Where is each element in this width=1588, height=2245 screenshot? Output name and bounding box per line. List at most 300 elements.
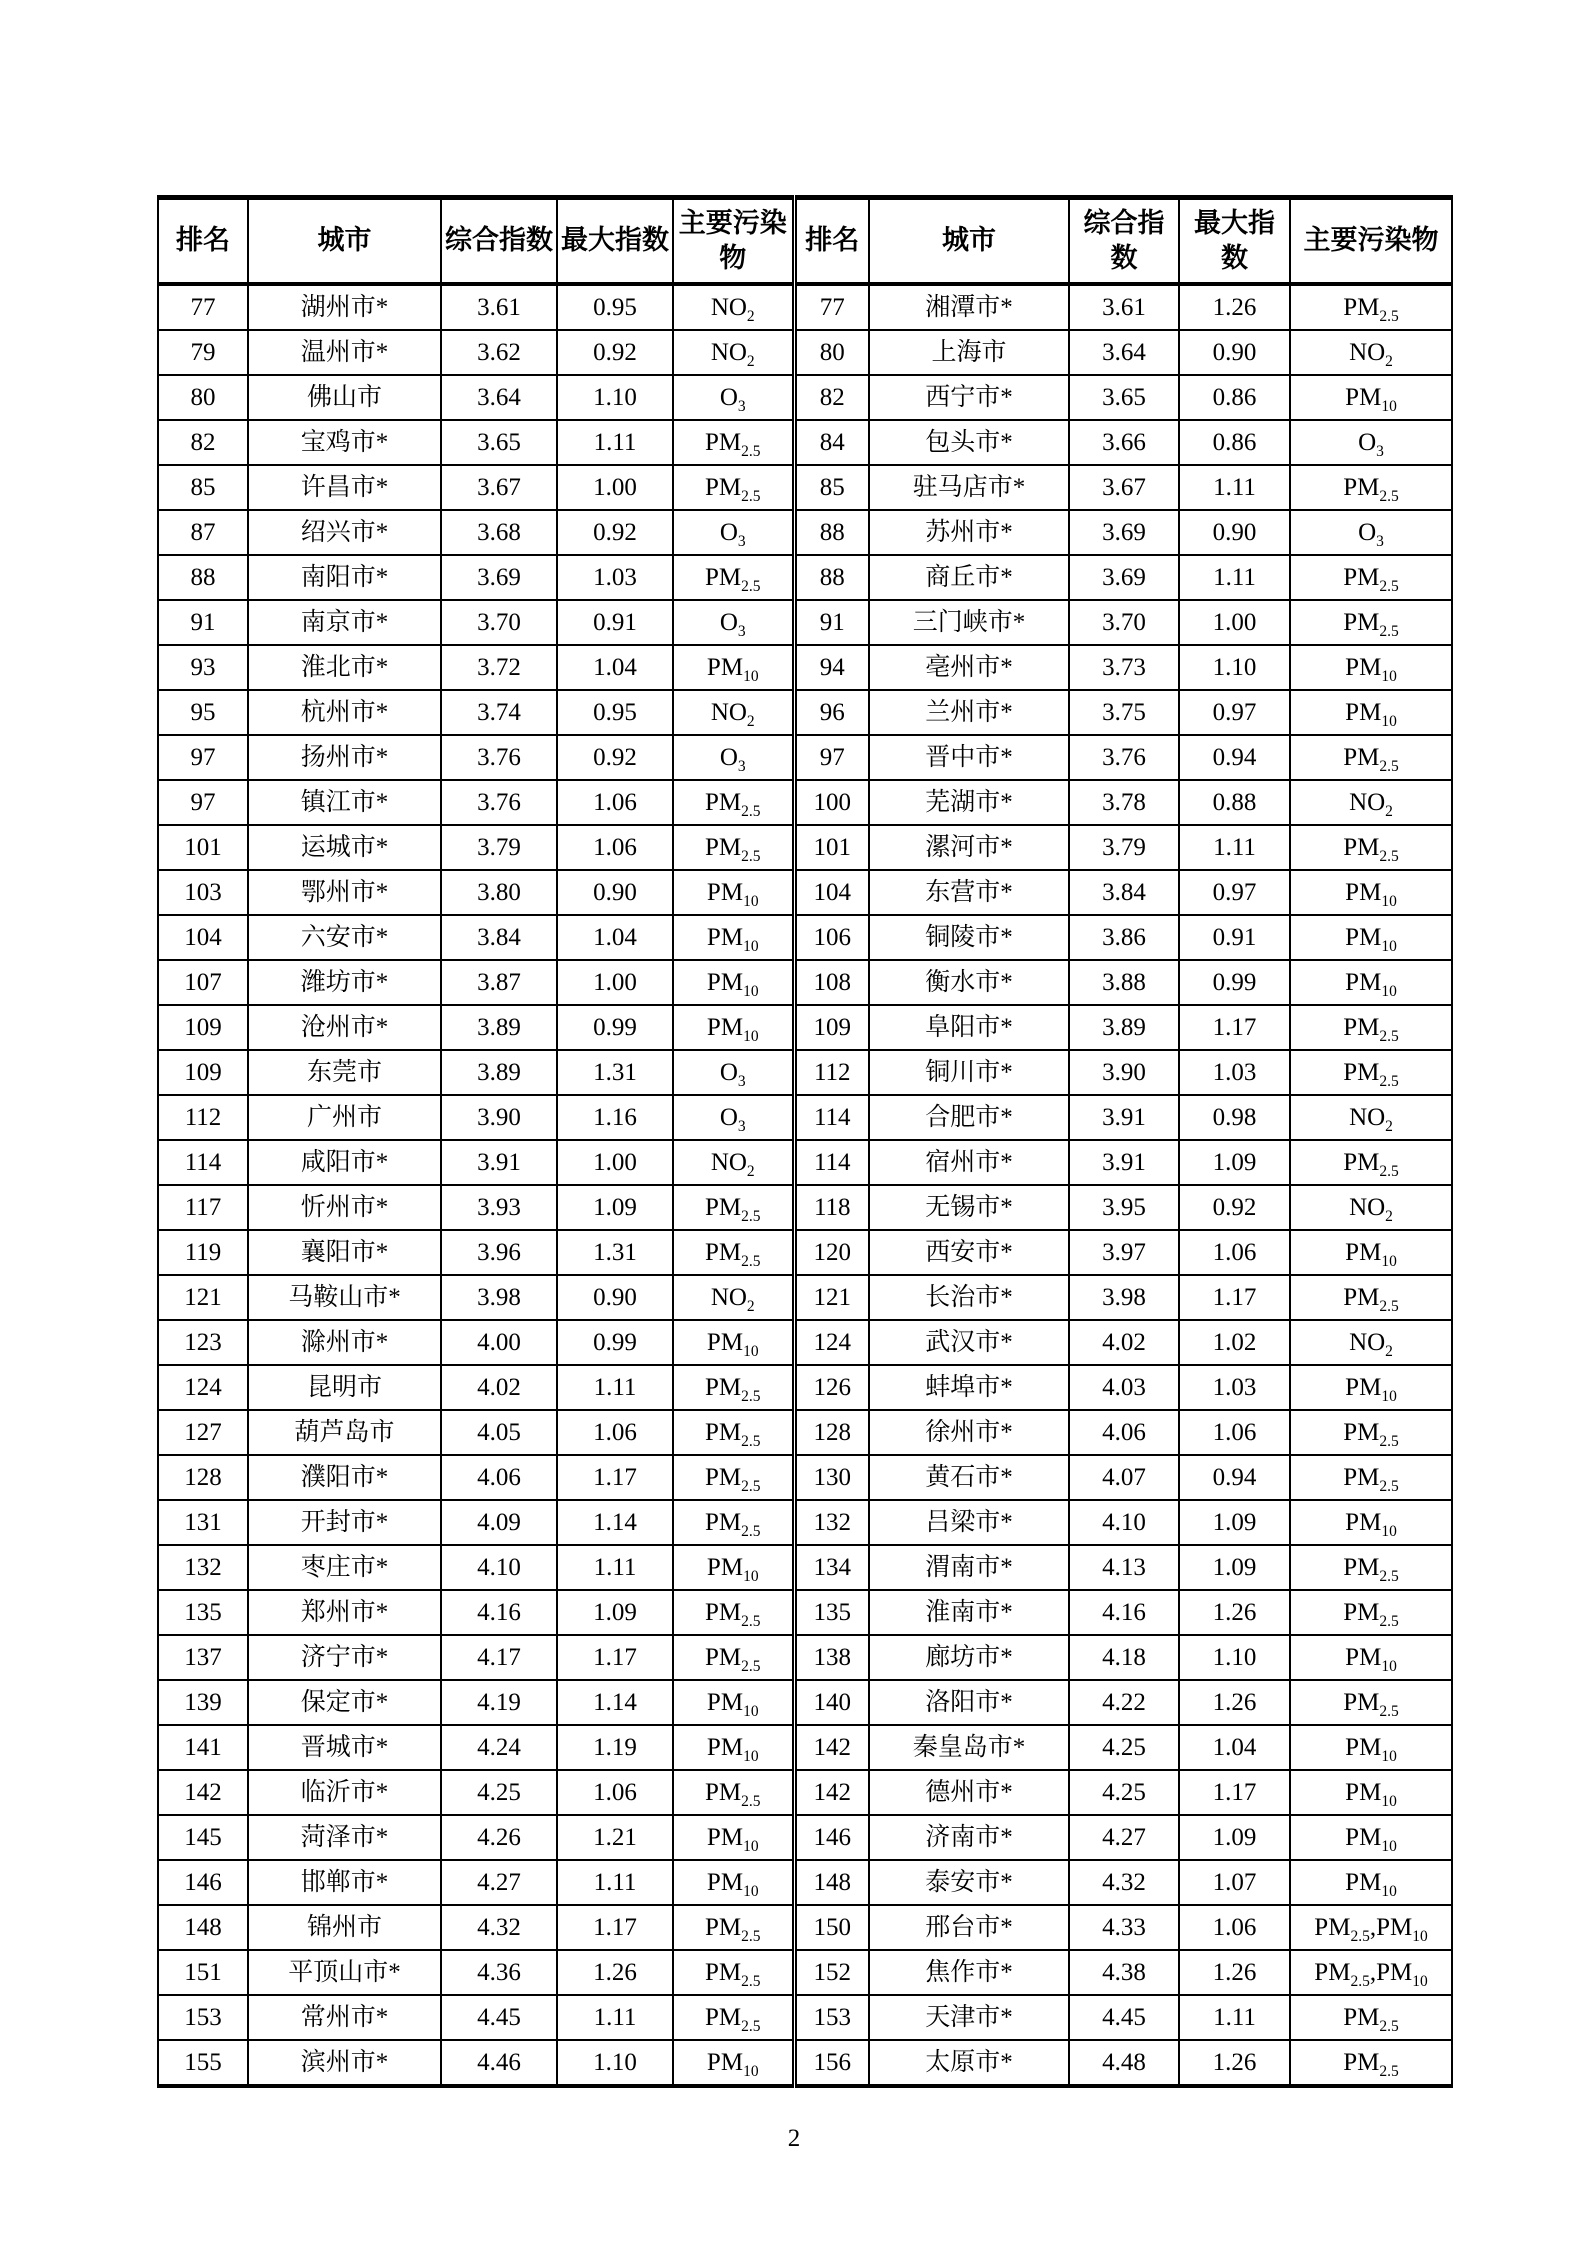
composite-index-cell: 4.27	[441, 1860, 557, 1905]
rank-cell: 91	[794, 600, 869, 645]
max-index-cell: 1.09	[1179, 1140, 1290, 1185]
max-index-cell: 1.17	[557, 1905, 673, 1950]
city-cell: 湘潭市*	[869, 284, 1069, 330]
pollutant-cell: $NO_2$	[673, 330, 794, 375]
rank-cell: 106	[794, 915, 869, 960]
composite-index-cell: 4.26	[441, 1815, 557, 1860]
max-index-cell: 1.14	[557, 1500, 673, 1545]
composite-index-cell: 3.98	[1069, 1275, 1179, 1320]
rank-cell: 77	[794, 284, 869, 330]
rank-cell: 117	[158, 1185, 248, 1230]
max-index-cell: 0.99	[557, 1320, 673, 1365]
max-index-cell: 1.00	[557, 960, 673, 1005]
rank-cell: 152	[794, 1950, 869, 1995]
pollutant-cell: $PM_{2.5}$	[1290, 1590, 1452, 1635]
max-index-cell: 0.98	[1179, 1095, 1290, 1140]
max-index-cell: 1.09	[557, 1590, 673, 1635]
city-cell: 南阳市*	[248, 555, 441, 600]
max-index-cell: 1.10	[557, 375, 673, 420]
table-row	[158, 960, 1452, 1005]
max-index-cell: 0.92	[557, 510, 673, 555]
composite-index-cell: 4.13	[1069, 1545, 1179, 1590]
table-row	[158, 600, 1452, 645]
city-cell: 阜阳市*	[869, 1005, 1069, 1050]
city-cell: 濮阳市*	[248, 1455, 441, 1500]
pollutant-cell: $NO_2$	[673, 284, 794, 330]
city-cell: 三门峡市*	[869, 600, 1069, 645]
city-cell: 芜湖市*	[869, 780, 1069, 825]
table-row	[158, 825, 1452, 870]
table-row	[158, 645, 1452, 690]
pollutant-cell: $NO_2$	[1290, 1320, 1452, 1365]
composite-index-cell: 3.96	[441, 1230, 557, 1275]
rank-cell: 120	[794, 1230, 869, 1275]
rank-cell: 146	[158, 1860, 248, 1905]
rank-cell: 126	[794, 1365, 869, 1410]
header-rank-left: 排名	[158, 198, 248, 285]
pollutant-cell: $PM_{10}$	[1290, 1725, 1452, 1770]
max-index-cell: 1.10	[1179, 645, 1290, 690]
table-row	[158, 690, 1452, 735]
max-index-cell: 1.09	[1179, 1545, 1290, 1590]
pollutant-cell: $PM_{2.5}$	[1290, 1545, 1452, 1590]
composite-index-cell: 4.06	[441, 1455, 557, 1500]
header-rank-right: 排名	[794, 198, 869, 285]
composite-index-cell: 4.03	[1069, 1365, 1179, 1410]
table-row	[158, 1275, 1452, 1320]
max-index-cell: 0.97	[1179, 690, 1290, 735]
header-max-index-right: 最大指数	[1179, 198, 1290, 285]
max-index-cell: 1.31	[557, 1230, 673, 1275]
table-row	[158, 1410, 1452, 1455]
composite-index-cell: 3.64	[1069, 330, 1179, 375]
pollutant-cell: $PM_{2.5}$	[1290, 1275, 1452, 1320]
rank-cell: 109	[158, 1005, 248, 1050]
rank-cell: 148	[158, 1905, 248, 1950]
rank-cell: 142	[794, 1725, 869, 1770]
table-body	[158, 284, 1452, 2086]
pollutant-cell: $PM_{10}$	[673, 1545, 794, 1590]
city-cell: 洛阳市*	[869, 1680, 1069, 1725]
composite-index-cell: 4.18	[1069, 1635, 1179, 1680]
city-cell: 滁州市*	[248, 1320, 441, 1365]
max-index-cell: 1.09	[1179, 1500, 1290, 1545]
city-cell: 绍兴市*	[248, 510, 441, 555]
rank-cell: 88	[158, 555, 248, 600]
composite-index-cell: 3.67	[441, 465, 557, 510]
composite-index-cell: 4.07	[1069, 1455, 1179, 1500]
table-row	[158, 330, 1452, 375]
max-index-cell: 1.11	[557, 1860, 673, 1905]
pollutant-cell: $PM_{2.5}$	[673, 1185, 794, 1230]
max-index-cell: 1.19	[557, 1725, 673, 1770]
rank-cell: 114	[158, 1140, 248, 1185]
city-cell: 衡水市*	[869, 960, 1069, 1005]
city-cell: 德州市*	[869, 1770, 1069, 1815]
pollutant-cell: $NO_2$	[673, 1275, 794, 1320]
city-cell: 临沂市*	[248, 1770, 441, 1815]
header-composite-index-right: 综合指数	[1069, 198, 1179, 285]
rank-cell: 101	[158, 825, 248, 870]
max-index-cell: 0.97	[1179, 870, 1290, 915]
composite-index-cell: 4.05	[441, 1410, 557, 1455]
pollutant-cell: $PM_{10}$	[673, 915, 794, 960]
table-row	[158, 1950, 1452, 1995]
city-cell: 邯郸市*	[248, 1860, 441, 1905]
max-index-cell: 1.03	[1179, 1365, 1290, 1410]
composite-index-cell: 3.89	[441, 1050, 557, 1095]
composite-index-cell: 4.45	[441, 1995, 557, 2040]
pollutant-cell: $O_3$	[1290, 510, 1452, 555]
table-row	[158, 1050, 1452, 1095]
composite-index-cell: 4.00	[441, 1320, 557, 1365]
city-cell: 兰州市*	[869, 690, 1069, 735]
composite-index-cell: 4.25	[1069, 1770, 1179, 1815]
max-index-cell: 1.06	[557, 780, 673, 825]
rank-cell: 93	[158, 645, 248, 690]
rank-cell: 137	[158, 1635, 248, 1680]
composite-index-cell: 3.66	[1069, 420, 1179, 465]
header-pollutant-right: 主要污染物	[1290, 198, 1452, 285]
max-index-cell: 1.26	[1179, 1950, 1290, 1995]
pollutant-cell: $O_3$	[673, 1095, 794, 1140]
max-index-cell: 1.11	[1179, 825, 1290, 870]
rank-cell: 140	[794, 1680, 869, 1725]
header-composite-index-left: 综合指数	[441, 198, 557, 285]
pollutant-cell: $PM_{10}$	[673, 1860, 794, 1905]
city-cell: 上海市	[869, 330, 1069, 375]
rank-cell: 108	[794, 960, 869, 1005]
composite-index-cell: 3.98	[441, 1275, 557, 1320]
composite-index-cell: 4.25	[441, 1770, 557, 1815]
rank-cell: 87	[158, 510, 248, 555]
rank-cell: 128	[794, 1410, 869, 1455]
composite-index-cell: 3.61	[441, 284, 557, 330]
composite-index-cell: 3.79	[441, 825, 557, 870]
composite-index-cell: 3.91	[1069, 1095, 1179, 1140]
composite-index-cell: 3.65	[1069, 375, 1179, 420]
rank-cell: 127	[158, 1410, 248, 1455]
composite-index-cell: 3.61	[1069, 284, 1179, 330]
pollutant-cell: $PM_{2.5},PM_{10}$	[1290, 1950, 1452, 1995]
pollutant-cell: $O_3$	[673, 510, 794, 555]
max-index-cell: 1.04	[557, 915, 673, 960]
max-index-cell: 0.92	[557, 330, 673, 375]
pollutant-cell: $PM_{10}$	[1290, 690, 1452, 735]
rank-cell: 112	[794, 1050, 869, 1095]
composite-index-cell: 3.67	[1069, 465, 1179, 510]
city-cell: 西安市*	[869, 1230, 1069, 1275]
composite-index-cell: 3.91	[441, 1140, 557, 1185]
table-row	[158, 465, 1452, 510]
max-index-cell: 0.95	[557, 284, 673, 330]
table-row	[158, 1680, 1452, 1725]
city-cell: 晋城市*	[248, 1725, 441, 1770]
pollutant-cell: $PM_{2.5},PM_{10}$	[1290, 1905, 1452, 1950]
city-cell: 徐州市*	[869, 1410, 1069, 1455]
max-index-cell: 1.11	[1179, 1995, 1290, 2040]
composite-index-cell: 4.10	[441, 1545, 557, 1590]
pollutant-cell: $O_3$	[673, 735, 794, 780]
composite-index-cell: 4.32	[1069, 1860, 1179, 1905]
composite-index-cell: 3.75	[1069, 690, 1179, 735]
city-cell: 长治市*	[869, 1275, 1069, 1320]
pollutant-cell: $PM_{10}$	[673, 1680, 794, 1725]
max-index-cell: 0.91	[557, 600, 673, 645]
pollutant-cell: $PM_{10}$	[1290, 1770, 1452, 1815]
composite-index-cell: 3.76	[441, 735, 557, 780]
pollutant-cell: $PM_{2.5}$	[1290, 1680, 1452, 1725]
pollutant-cell: $O_3$	[1290, 420, 1452, 465]
rank-cell: 153	[158, 1995, 248, 2040]
composite-index-cell: 4.33	[1069, 1905, 1179, 1950]
composite-index-cell: 3.87	[441, 960, 557, 1005]
max-index-cell: 1.09	[1179, 1815, 1290, 1860]
composite-index-cell: 3.78	[1069, 780, 1179, 825]
composite-index-cell: 4.22	[1069, 1680, 1179, 1725]
table-row	[158, 1905, 1452, 1950]
city-cell: 宝鸡市*	[248, 420, 441, 465]
pollutant-cell: $PM_{10}$	[1290, 645, 1452, 690]
rank-cell: 153	[794, 1995, 869, 2040]
pollutant-cell: $PM_{2.5}$	[673, 1365, 794, 1410]
max-index-cell: 1.21	[557, 1815, 673, 1860]
max-index-cell: 0.99	[1179, 960, 1290, 1005]
city-cell: 秦皇岛市*	[869, 1725, 1069, 1770]
city-cell: 济南市*	[869, 1815, 1069, 1860]
max-index-cell: 1.03	[557, 555, 673, 600]
table-row	[158, 870, 1452, 915]
composite-index-cell: 3.80	[441, 870, 557, 915]
rank-cell: 103	[158, 870, 248, 915]
pollutant-cell: $PM_{10}$	[673, 2040, 794, 2086]
composite-index-cell: 4.19	[441, 1680, 557, 1725]
composite-index-cell: 3.84	[441, 915, 557, 960]
rank-cell: 94	[794, 645, 869, 690]
rank-cell: 85	[158, 465, 248, 510]
table-row	[158, 780, 1452, 825]
rank-cell: 109	[794, 1005, 869, 1050]
city-cell: 镇江市*	[248, 780, 441, 825]
pollutant-cell: $PM_{2.5}$	[673, 555, 794, 600]
pollutant-cell: $NO_2$	[673, 690, 794, 735]
city-cell: 平顶山市*	[248, 1950, 441, 1995]
pollutant-cell: $PM_{10}$	[1290, 915, 1452, 960]
composite-index-cell: 3.69	[441, 555, 557, 600]
max-index-cell: 1.06	[1179, 1410, 1290, 1455]
city-cell: 杭州市*	[248, 690, 441, 735]
composite-index-cell: 3.89	[441, 1005, 557, 1050]
max-index-cell: 1.11	[557, 1365, 673, 1410]
city-cell: 廊坊市*	[869, 1635, 1069, 1680]
composite-index-cell: 3.65	[441, 420, 557, 465]
pollutant-cell: $PM_{2.5}$	[673, 465, 794, 510]
composite-index-cell: 3.97	[1069, 1230, 1179, 1275]
rank-cell: 121	[158, 1275, 248, 1320]
rank-cell: 128	[158, 1455, 248, 1500]
rank-cell: 96	[794, 690, 869, 735]
rank-cell: 150	[794, 1905, 869, 1950]
rank-cell: 135	[794, 1590, 869, 1635]
table-row	[158, 1545, 1452, 1590]
composite-index-cell: 3.62	[441, 330, 557, 375]
max-index-cell: 1.14	[557, 1680, 673, 1725]
city-cell: 淮北市*	[248, 645, 441, 690]
composite-index-cell: 4.02	[1069, 1320, 1179, 1365]
max-index-cell: 1.04	[557, 645, 673, 690]
composite-index-cell: 3.95	[1069, 1185, 1179, 1230]
pollutant-cell: $PM_{2.5}$	[673, 1905, 794, 1950]
city-cell: 驻马店市*	[869, 465, 1069, 510]
city-cell: 晋中市*	[869, 735, 1069, 780]
rank-cell: 131	[158, 1500, 248, 1545]
city-cell: 佛山市	[248, 375, 441, 420]
city-cell: 东莞市	[248, 1050, 441, 1095]
rank-cell: 134	[794, 1545, 869, 1590]
pollutant-cell: $PM_{2.5}$	[1290, 735, 1452, 780]
table-row	[158, 735, 1452, 780]
max-index-cell: 1.11	[1179, 465, 1290, 510]
pollutant-cell: $PM_{2.5}$	[1290, 825, 1452, 870]
table-row	[158, 1635, 1452, 1680]
rank-cell: 101	[794, 825, 869, 870]
pollutant-cell: $NO_2$	[1290, 330, 1452, 375]
rank-cell: 146	[794, 1815, 869, 1860]
rank-cell: 104	[794, 870, 869, 915]
rank-cell: 132	[158, 1545, 248, 1590]
max-index-cell: 1.26	[557, 1950, 673, 1995]
city-cell: 太原市*	[869, 2040, 1069, 2086]
city-cell: 菏泽市*	[248, 1815, 441, 1860]
pollutant-cell: $PM_{10}$	[673, 1815, 794, 1860]
rank-cell: 77	[158, 284, 248, 330]
city-cell: 襄阳市*	[248, 1230, 441, 1275]
max-index-cell: 1.00	[557, 465, 673, 510]
table-row	[158, 1860, 1452, 1905]
max-index-cell: 1.17	[1179, 1005, 1290, 1050]
rank-cell: 97	[158, 735, 248, 780]
table-row	[158, 375, 1452, 420]
max-index-cell: 1.04	[1179, 1725, 1290, 1770]
max-index-cell: 1.09	[557, 1185, 673, 1230]
table-row	[158, 284, 1452, 330]
city-cell: 郑州市*	[248, 1590, 441, 1635]
rank-cell: 132	[794, 1500, 869, 1545]
rank-cell: 82	[158, 420, 248, 465]
max-index-cell: 0.90	[1179, 510, 1290, 555]
rank-cell: 118	[794, 1185, 869, 1230]
pollutant-cell: $PM_{10}$	[673, 645, 794, 690]
city-cell: 商丘市*	[869, 555, 1069, 600]
city-cell: 邢台市*	[869, 1905, 1069, 1950]
city-cell: 扬州市*	[248, 735, 441, 780]
city-air-quality-ranking-table	[157, 195, 1453, 2088]
city-cell: 潍坊市*	[248, 960, 441, 1005]
pollutant-cell: $PM_{10}$	[1290, 1365, 1452, 1410]
city-cell: 西宁市*	[869, 375, 1069, 420]
composite-index-cell: 3.88	[1069, 960, 1179, 1005]
city-cell: 运城市*	[248, 825, 441, 870]
city-cell: 武汉市*	[869, 1320, 1069, 1365]
city-cell: 合肥市*	[869, 1095, 1069, 1140]
max-index-cell: 0.90	[1179, 330, 1290, 375]
rank-cell: 151	[158, 1950, 248, 1995]
composite-index-cell: 4.32	[441, 1905, 557, 1950]
pollutant-cell: $PM_{2.5}$	[1290, 2040, 1452, 2086]
city-cell: 苏州市*	[869, 510, 1069, 555]
header-city-right: 城市	[869, 198, 1069, 285]
rank-cell: 114	[794, 1140, 869, 1185]
rank-cell: 139	[158, 1680, 248, 1725]
city-cell: 黄石市*	[869, 1455, 1069, 1500]
rank-cell: 156	[794, 2040, 869, 2086]
rank-cell: 155	[158, 2040, 248, 2086]
pollutant-cell: $PM_{10}$	[1290, 375, 1452, 420]
max-index-cell: 1.26	[1179, 284, 1290, 330]
city-cell: 无锡市*	[869, 1185, 1069, 1230]
pollutant-cell: $PM_{10}$	[1290, 1815, 1452, 1860]
city-cell: 锦州市	[248, 1905, 441, 1950]
pollutant-cell: $PM_{2.5}$	[1290, 1140, 1452, 1185]
city-cell: 马鞍山市*	[248, 1275, 441, 1320]
rank-cell: 114	[794, 1095, 869, 1140]
table-row	[158, 1095, 1452, 1140]
table-row	[158, 510, 1452, 555]
rank-cell: 79	[158, 330, 248, 375]
table-row	[158, 1230, 1452, 1275]
pollutant-cell: $NO_2$	[1290, 1095, 1452, 1140]
rank-cell: 100	[794, 780, 869, 825]
max-index-cell: 1.31	[557, 1050, 673, 1095]
city-cell: 亳州市*	[869, 645, 1069, 690]
max-index-cell: 1.17	[1179, 1770, 1290, 1815]
city-cell: 铜川市*	[869, 1050, 1069, 1095]
city-cell: 温州市*	[248, 330, 441, 375]
city-cell: 常州市*	[248, 1995, 441, 2040]
rank-cell: 104	[158, 915, 248, 960]
max-index-cell: 0.90	[557, 1275, 673, 1320]
city-cell: 保定市*	[248, 1680, 441, 1725]
max-index-cell: 0.92	[1179, 1185, 1290, 1230]
composite-index-cell: 4.02	[441, 1365, 557, 1410]
max-index-cell: 1.03	[1179, 1050, 1290, 1095]
table-row	[158, 420, 1452, 465]
city-cell: 包头市*	[869, 420, 1069, 465]
composite-index-cell: 3.72	[441, 645, 557, 690]
pollutant-cell: $PM_{10}$	[1290, 1635, 1452, 1680]
city-cell: 咸阳市*	[248, 1140, 441, 1185]
rank-cell: 141	[158, 1725, 248, 1770]
composite-index-cell: 3.91	[1069, 1140, 1179, 1185]
composite-index-cell: 3.76	[1069, 735, 1179, 780]
rank-cell: 148	[794, 1860, 869, 1905]
city-cell: 东营市*	[869, 870, 1069, 915]
composite-index-cell: 4.36	[441, 1950, 557, 1995]
pollutant-cell: $PM_{2.5}$	[673, 420, 794, 465]
rank-cell: 138	[794, 1635, 869, 1680]
header-max-index-left: 最大指数	[557, 198, 673, 285]
pollutant-cell: $PM_{10}$	[673, 960, 794, 1005]
composite-index-cell: 3.73	[1069, 645, 1179, 690]
city-cell: 开封市*	[248, 1500, 441, 1545]
max-index-cell: 0.94	[1179, 735, 1290, 780]
composite-index-cell: 3.68	[441, 510, 557, 555]
pollutant-cell: $PM_{10}$	[1290, 870, 1452, 915]
rank-cell: 85	[794, 465, 869, 510]
rank-cell: 107	[158, 960, 248, 1005]
pollutant-cell: $PM_{2.5}$	[1290, 555, 1452, 600]
pollutant-cell: $PM_{10}$	[673, 1725, 794, 1770]
